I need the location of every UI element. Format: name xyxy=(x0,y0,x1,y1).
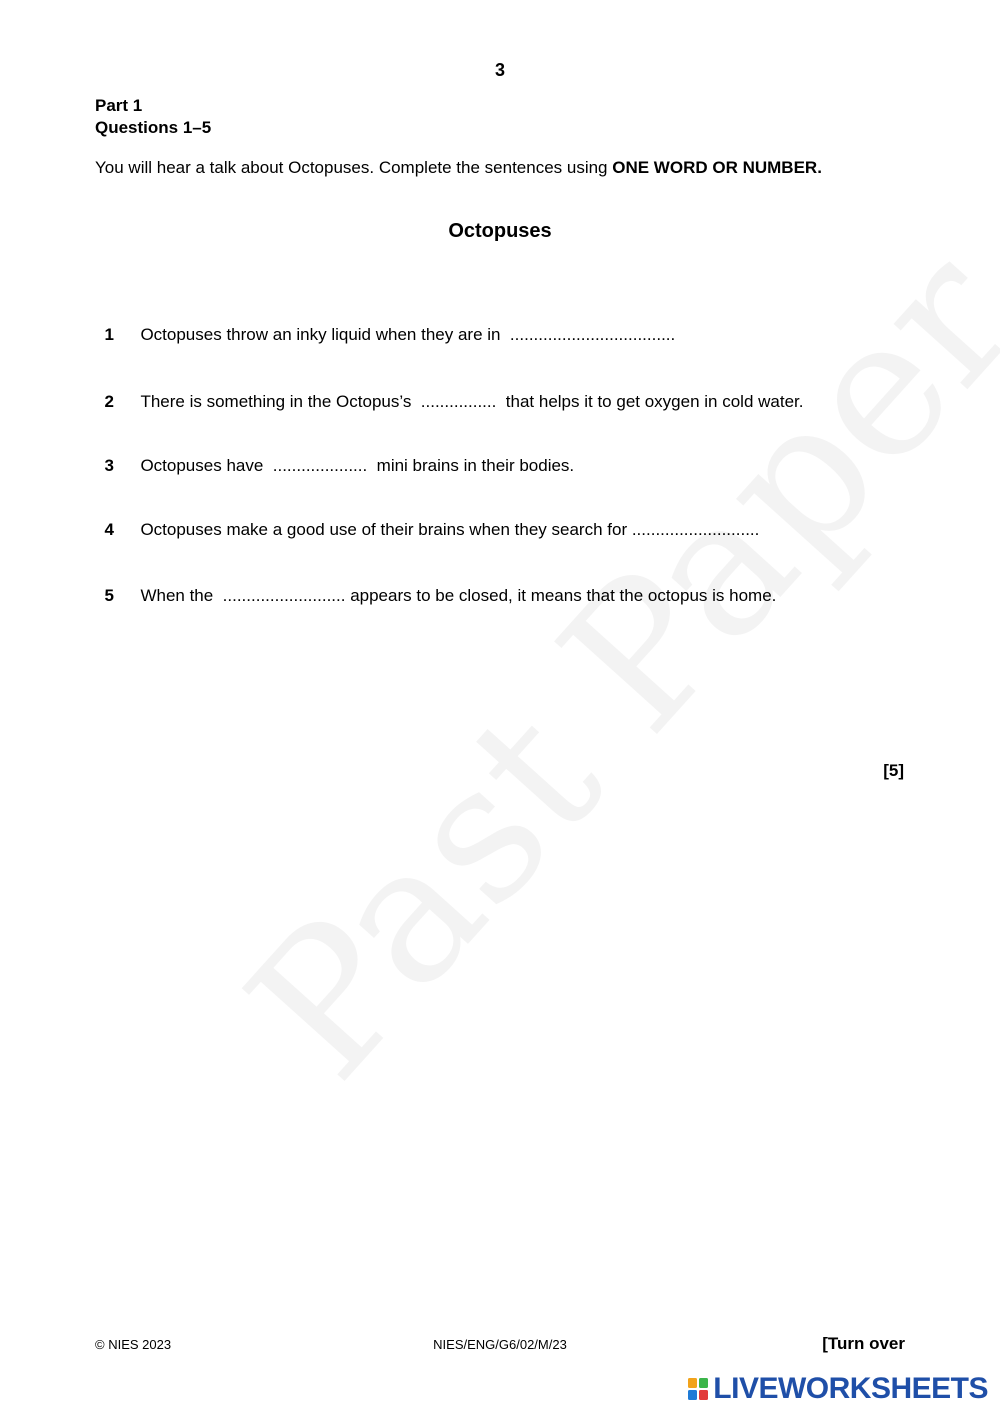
question-text: Octopuses have .................... mini brains in their bodies. xyxy=(140,456,575,475)
question-text: Octopuses throw an inky liquid when they are in ................................... xyxy=(140,325,676,344)
section-title: Octopuses xyxy=(448,220,552,242)
footer-copyright: © NIES 2023 xyxy=(95,1337,172,1352)
instructions-text: You will hear a talk about Octopuses. Complete the sentences using xyxy=(95,158,613,177)
question-text: When the .......................... appears to be closed, it means that the octopus is home. xyxy=(140,586,777,605)
instructions xyxy=(95,158,822,178)
question-number: 3 xyxy=(104,456,114,475)
question-3 xyxy=(95,436,574,476)
question-2 xyxy=(95,372,803,412)
question-5 xyxy=(95,566,776,606)
footer-code: NIES/ENG/G6/02/M/23 xyxy=(433,1337,567,1352)
liveworksheets-logo[interactable] xyxy=(687,1372,988,1406)
questions-range: Questions 1–5 xyxy=(95,118,212,137)
question-number: 2 xyxy=(104,392,114,411)
question-number: 5 xyxy=(104,586,114,605)
watermark xyxy=(207,302,973,1119)
question-text: There is something in the Octopus’s ................ that helps it to get oxygen in cold water. xyxy=(140,392,804,411)
part-heading xyxy=(95,95,211,139)
liveworksheets-logo-text: LIVEWORKSHEETS xyxy=(713,1372,988,1405)
instructions-emphasis: ONE WORD OR NUMBER. xyxy=(612,158,822,177)
question-number: 1 xyxy=(104,325,114,344)
question-1 xyxy=(95,305,675,345)
question-text: Octopuses make a good use of their brains when they search for ........................... xyxy=(140,520,760,539)
footer-turn-over: [Turn over xyxy=(822,1334,905,1353)
question-4 xyxy=(95,500,759,540)
question-number: 4 xyxy=(104,520,114,539)
liveworksheets-logo-icon xyxy=(687,1376,709,1402)
page-number: 3 xyxy=(494,60,505,80)
total-marks: [5] xyxy=(883,761,904,780)
part-title: Part 1 xyxy=(95,96,143,115)
